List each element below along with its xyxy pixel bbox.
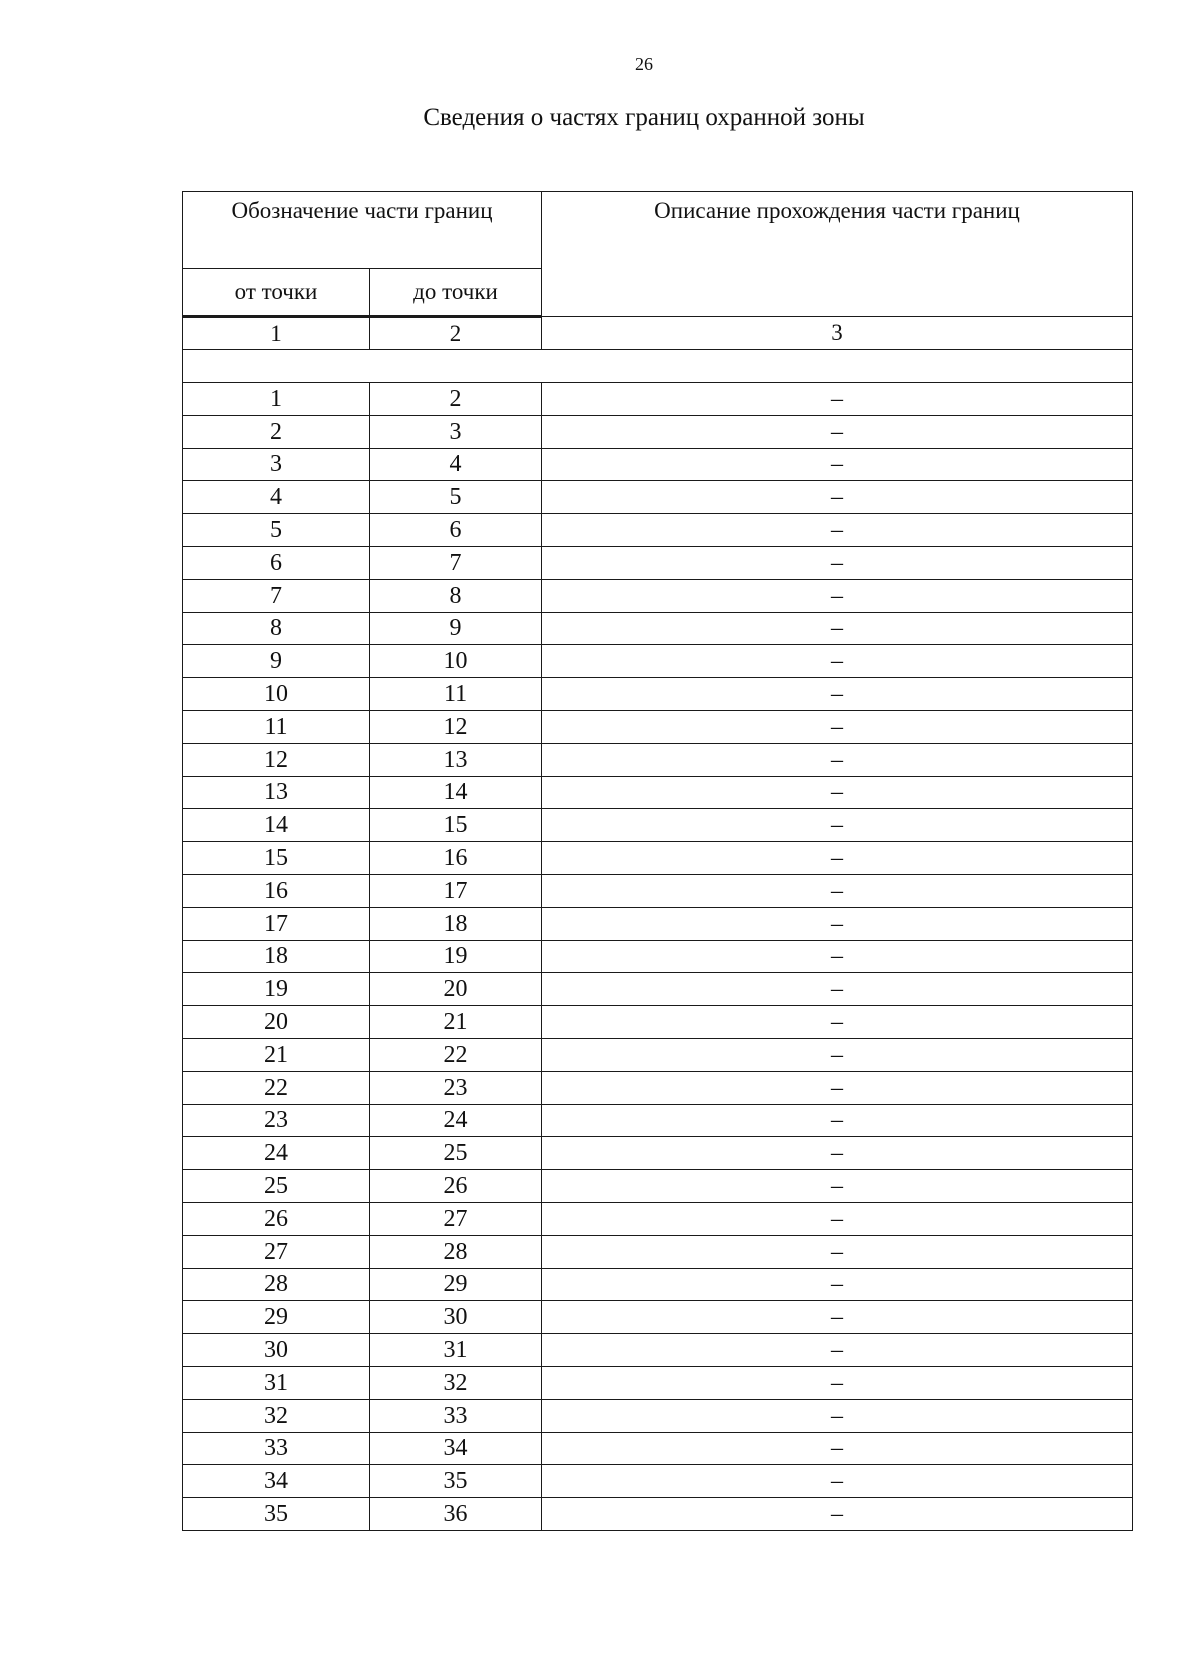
to-point-cell: 32 <box>370 1366 542 1399</box>
to-point-cell: 3 <box>370 415 542 448</box>
table-row <box>183 973 1133 1006</box>
table-row <box>183 1202 1133 1235</box>
to-point-cell: 2 <box>370 383 542 416</box>
description-cell: – <box>542 743 1133 776</box>
to-point-cell: 30 <box>370 1301 542 1334</box>
to-point-cell: 21 <box>370 1006 542 1039</box>
description-cell: – <box>542 1465 1133 1498</box>
description-cell: – <box>542 874 1133 907</box>
from-point-cell: 33 <box>183 1432 370 1465</box>
description-cell: – <box>542 448 1133 481</box>
header-boundary-description: Описание прохождения части границ <box>542 192 1133 317</box>
table-row <box>183 809 1133 842</box>
header-to-point: до точки <box>370 269 542 317</box>
table-row <box>183 1170 1133 1203</box>
column-number: 2 <box>370 317 542 350</box>
to-point-cell: 12 <box>370 710 542 743</box>
from-point-cell: 6 <box>183 546 370 579</box>
description-cell: – <box>542 1498 1133 1531</box>
description-cell: – <box>542 1235 1133 1268</box>
to-point-cell: 11 <box>370 678 542 711</box>
description-cell: – <box>542 1334 1133 1367</box>
from-point-cell: 2 <box>183 415 370 448</box>
description-cell: – <box>542 678 1133 711</box>
from-point-cell: 26 <box>183 1202 370 1235</box>
description-cell: – <box>542 940 1133 973</box>
to-point-cell: 18 <box>370 907 542 940</box>
from-point-cell: 12 <box>183 743 370 776</box>
table-row <box>183 514 1133 547</box>
from-point-cell: 5 <box>183 514 370 547</box>
from-point-cell: 13 <box>183 776 370 809</box>
from-point-cell: 30 <box>183 1334 370 1367</box>
description-cell: – <box>542 612 1133 645</box>
description-cell: – <box>542 514 1133 547</box>
to-point-cell: 20 <box>370 973 542 1006</box>
from-point-cell: 25 <box>183 1170 370 1203</box>
to-point-cell: 13 <box>370 743 542 776</box>
description-cell: – <box>542 1268 1133 1301</box>
description-cell: – <box>542 1399 1133 1432</box>
section-label <box>183 350 1133 383</box>
to-point-cell: 4 <box>370 448 542 481</box>
column-number-row <box>183 317 1133 350</box>
table-row <box>183 940 1133 973</box>
table-row <box>183 1301 1133 1334</box>
description-cell: – <box>542 710 1133 743</box>
description-cell: – <box>542 809 1133 842</box>
table-row <box>183 1366 1133 1399</box>
to-point-cell: 15 <box>370 809 542 842</box>
table-row <box>183 612 1133 645</box>
description-cell: – <box>542 1301 1133 1334</box>
to-point-cell: 8 <box>370 579 542 612</box>
table-row <box>183 579 1133 612</box>
description-cell: – <box>542 383 1133 416</box>
description-cell: – <box>542 1006 1133 1039</box>
from-point-cell: 10 <box>183 678 370 711</box>
table-row <box>183 907 1133 940</box>
from-point-cell: 11 <box>183 710 370 743</box>
from-point-cell: 4 <box>183 481 370 514</box>
table-row <box>183 1465 1133 1498</box>
table-row <box>183 743 1133 776</box>
description-cell: – <box>542 1366 1133 1399</box>
header-from-point: от точки <box>183 269 370 317</box>
to-point-cell: 24 <box>370 1104 542 1137</box>
table-row <box>183 1038 1133 1071</box>
table-row <box>183 1399 1133 1432</box>
description-cell: – <box>542 546 1133 579</box>
section-row <box>183 350 1133 383</box>
to-point-cell: 10 <box>370 645 542 678</box>
table-row <box>183 1432 1133 1465</box>
from-point-cell: 28 <box>183 1268 370 1301</box>
table-row <box>183 776 1133 809</box>
from-point-cell: 21 <box>183 1038 370 1071</box>
from-point-cell: 22 <box>183 1071 370 1104</box>
page-number: 26 <box>635 54 653 74</box>
description-cell: – <box>542 1432 1133 1465</box>
to-point-cell: 17 <box>370 874 542 907</box>
from-point-cell: 31 <box>183 1366 370 1399</box>
from-point-cell: 18 <box>183 940 370 973</box>
table-row <box>183 1137 1133 1170</box>
to-point-cell: 31 <box>370 1334 542 1367</box>
description-cell: – <box>542 1170 1133 1203</box>
to-point-cell: 28 <box>370 1235 542 1268</box>
table-row <box>183 645 1133 678</box>
from-point-cell: 3 <box>183 448 370 481</box>
column-number: 3 <box>542 317 1133 350</box>
description-cell: – <box>542 1038 1133 1071</box>
description-cell: – <box>542 842 1133 875</box>
from-point-cell: 7 <box>183 579 370 612</box>
table-row <box>183 546 1133 579</box>
description-cell: – <box>542 907 1133 940</box>
description-cell: – <box>542 1071 1133 1104</box>
from-point-cell: 1 <box>183 383 370 416</box>
description-cell: – <box>542 973 1133 1006</box>
to-point-cell: 14 <box>370 776 542 809</box>
table-row <box>183 1104 1133 1137</box>
to-point-cell: 36 <box>370 1498 542 1531</box>
description-cell: – <box>542 1202 1133 1235</box>
table-row <box>183 1334 1133 1367</box>
from-point-cell: 32 <box>183 1399 370 1432</box>
from-point-cell: 19 <box>183 973 370 1006</box>
description-cell: – <box>542 1104 1133 1137</box>
header-boundary-designation: Обозначение части границ <box>183 192 542 269</box>
from-point-cell: 35 <box>183 1498 370 1531</box>
from-point-cell: 34 <box>183 1465 370 1498</box>
to-point-cell: 19 <box>370 940 542 973</box>
to-point-cell: 9 <box>370 612 542 645</box>
column-number: 1 <box>183 317 370 350</box>
table-row <box>183 481 1133 514</box>
description-cell: – <box>542 776 1133 809</box>
table-row <box>183 1498 1133 1531</box>
from-point-cell: 27 <box>183 1235 370 1268</box>
description-cell: – <box>542 481 1133 514</box>
to-point-cell: 29 <box>370 1268 542 1301</box>
table-row <box>183 1268 1133 1301</box>
description-cell: – <box>542 1137 1133 1170</box>
to-point-cell: 23 <box>370 1071 542 1104</box>
to-point-cell: 7 <box>370 546 542 579</box>
from-point-cell: 16 <box>183 874 370 907</box>
table-row <box>183 710 1133 743</box>
page-title: Сведения о частях границ охранной зоны <box>423 104 865 131</box>
to-point-cell: 5 <box>370 481 542 514</box>
table-row <box>183 678 1133 711</box>
from-point-cell: 9 <box>183 645 370 678</box>
from-point-cell: 8 <box>183 612 370 645</box>
from-point-cell: 14 <box>183 809 370 842</box>
table-row <box>183 415 1133 448</box>
from-point-cell: 17 <box>183 907 370 940</box>
description-cell: – <box>542 415 1133 448</box>
description-cell: – <box>542 645 1133 678</box>
to-point-cell: 25 <box>370 1137 542 1170</box>
from-point-cell: 24 <box>183 1137 370 1170</box>
description-cell: – <box>542 579 1133 612</box>
table-row <box>183 1006 1133 1039</box>
from-point-cell: 15 <box>183 842 370 875</box>
table-row <box>183 448 1133 481</box>
from-point-cell: 20 <box>183 1006 370 1039</box>
boundary-parts-table <box>182 191 1133 1531</box>
to-point-cell: 22 <box>370 1038 542 1071</box>
table-row <box>183 874 1133 907</box>
to-point-cell: 16 <box>370 842 542 875</box>
to-point-cell: 35 <box>370 1465 542 1498</box>
to-point-cell: 33 <box>370 1399 542 1432</box>
to-point-cell: 6 <box>370 514 542 547</box>
table-row <box>183 383 1133 416</box>
from-point-cell: 23 <box>183 1104 370 1137</box>
from-point-cell: 29 <box>183 1301 370 1334</box>
table-row <box>183 1071 1133 1104</box>
table-row <box>183 842 1133 875</box>
to-point-cell: 34 <box>370 1432 542 1465</box>
to-point-cell: 27 <box>370 1202 542 1235</box>
table-row <box>183 1235 1133 1268</box>
to-point-cell: 26 <box>370 1170 542 1203</box>
